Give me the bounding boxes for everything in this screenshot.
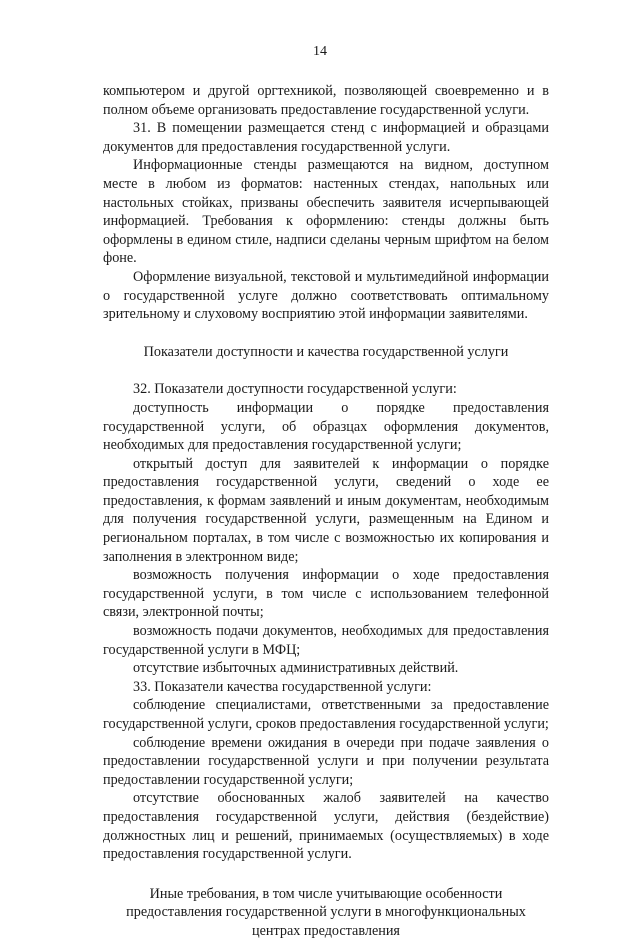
paragraph: Оформление визуальной, текстовой и мультимедийной информации о государственной услуге должно соответствовать оптимальному зрительному и слуховому восприятию этой информации заявителями. xyxy=(103,268,549,323)
paragraph: 33. Показатели качества государственной услуги: xyxy=(133,678,432,695)
paragraph: Информационные стенды размещаются на видном, доступном месте в любом из форматов: настенных стендах, напольных или настольных стойках, призваны обеспечить заявителя исчерпывающей информацией. Требования к оформлению: стенды должны быть оформлены в едином стиле, надписи сделаны черным шрифтом на белом фоне. xyxy=(103,157,549,267)
paragraph: 32. Показатели доступности государственной услуги: xyxy=(133,381,457,398)
paragraph: компьютером и другой оргтехникой, позволяющей своевременно и в полном объеме организовать предоставление государственной услуги. xyxy=(103,83,549,118)
page-number: 14 xyxy=(313,44,327,59)
document-body xyxy=(103,82,549,941)
paragraph: 31. В помещении размещается стенд с информацией и образцами документов для предоставления государственной услуги. xyxy=(103,120,549,155)
section-heading: Иные требования, в том числе учитывающие особенности предоставления государственной услуги в многофункциональных центрах предоставления xyxy=(126,885,526,939)
section-heading: Показатели доступности и качества государственной услуги xyxy=(143,343,509,360)
paragraph: возможность получения информации о ходе предоставления государственной услуги, в том числе с использованием телефонной связи, электронной почты; xyxy=(103,567,549,621)
paragraph: доступность информации о порядке предоставления государственной услуги, об образцах оформления документов, необходимых для предоставления государственной услуги; xyxy=(103,399,549,454)
paragraph: соблюдение времени ожидания в очереди при подаче заявления о предоставлении государственной услуги и при получении результата предоставлении государственной услуги; xyxy=(103,734,549,788)
paragraph: соблюдение специалистами, ответственными за предоставление государственной услуги, сроков предоставления государственной услуги; xyxy=(103,697,549,732)
paragraph: отсутствие обоснованных жалоб заявителей на качество предоставления государственной услуги, действия (бездействие) должностных лиц и решений, принимаемых (осуществляемых) в ходе предоставления государственной услуги. xyxy=(103,790,549,863)
paragraph: открытый доступ для заявителей к информации о порядке предоставления государственной услуги, сведений о ходе ее предоставления, к формам заявлений и иным документам, необходимым для получения государственной услуги, размещенным на Едином и региональном порталах, в том числе с возможностью их копирования и заполнения в электронном виде; xyxy=(103,455,549,565)
paragraph: возможность подачи документов, необходимых для предоставления государственной услуги в МФЦ; xyxy=(103,623,549,658)
paragraph: отсутствие избыточных административных действий. xyxy=(133,660,459,677)
